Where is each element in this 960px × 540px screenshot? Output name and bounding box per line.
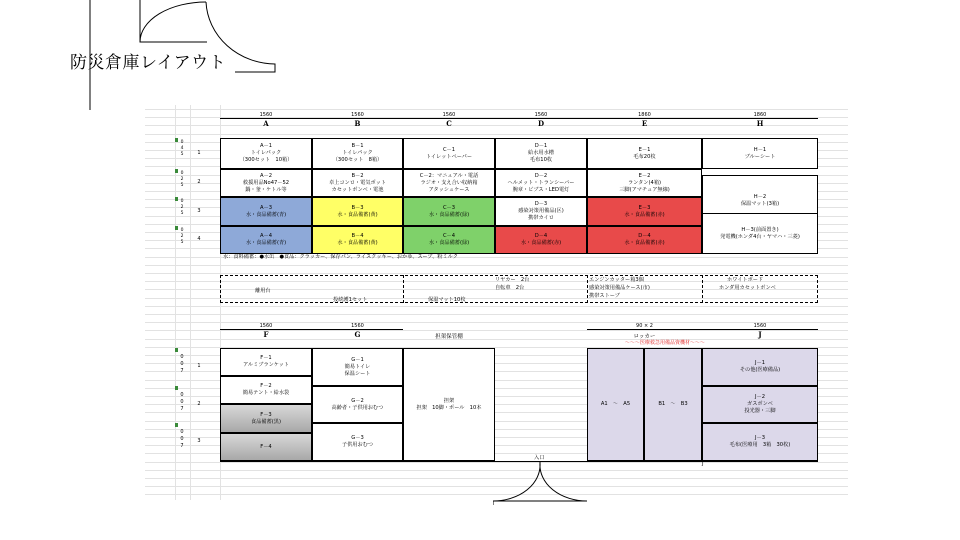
middle-item-4b: 自転車 2台 (495, 285, 525, 291)
cell-G1 (312, 348, 403, 386)
cell-D1 (495, 138, 587, 169)
cell-G3 (312, 423, 403, 461)
cell-J3 (702, 423, 818, 461)
top-row-number: 3 (197, 207, 201, 214)
cell-H2-line: 保温マット(3箱) (740, 200, 780, 207)
cell-D4-line: D－4 (534, 233, 548, 239)
bottom-row-number: 2 (197, 400, 201, 407)
cell-E2 (587, 169, 702, 197)
grid-line (175, 105, 176, 500)
cell-E1 (587, 138, 702, 169)
cell-A3-line: 水・食品備蓄(青) (245, 211, 287, 218)
cell-F1-line: アルミブランケット (242, 362, 290, 368)
cell-E3 (587, 197, 702, 226)
header-rule (587, 118, 702, 119)
cell-J2-line: J－2 (754, 394, 766, 400)
bottom-column-header: G (354, 330, 361, 339)
cell-H3-line: H－3(前面置き) (741, 226, 779, 233)
bottom-width-label: 1560 (753, 323, 767, 329)
cell-A2 (220, 169, 312, 197)
bottom-width-label: 1560 (259, 323, 273, 329)
cell-E2-line: 三脚(アマチュア無線) (619, 186, 670, 193)
cell-locker-a (587, 348, 644, 461)
header-rule (587, 329, 702, 330)
cell-B2-line: B－2 (351, 172, 364, 179)
cell-J3-line: J－3 (754, 435, 766, 441)
top-row-number: 4 (197, 236, 201, 242)
cell-J1-line: その他(医療備品) (739, 367, 781, 373)
cell-J3-line: 毛布(医療用 3箱 30枚) (729, 442, 791, 448)
cell-F4-line: F－4 (260, 443, 272, 450)
layout-sheet (145, 105, 848, 500)
cell-E2-line: E－2 (638, 172, 651, 179)
top-column-C: C (446, 119, 452, 128)
cell-B2-line: カセットボンベ・電池 (331, 186, 384, 193)
cell-G2-line: G－2 (351, 397, 364, 404)
cell-F4 (220, 433, 312, 461)
row-marker (175, 423, 178, 427)
cell-G2 (312, 386, 403, 423)
top-width-label: 1860 (638, 112, 651, 118)
cell-H1-line: ブルーシート (744, 153, 776, 160)
grid-line (190, 105, 191, 500)
cell-B1-line: B－1 (351, 143, 364, 149)
cell-B3-line: 水・食品備蓄(黄) (337, 211, 378, 218)
cell-E1-line: 毛布20枚 (633, 153, 656, 160)
cell-G1-line: G－1 (351, 356, 364, 363)
cell-A1-line: トイレパック (250, 150, 282, 156)
cell-A3-line: A－3 (259, 204, 273, 211)
cell-C3-line: C－3 (442, 204, 456, 211)
header-rule (702, 118, 818, 119)
top-row-number: 2 (197, 179, 201, 185)
cell-H3 (702, 213, 818, 254)
cell-A1-line: A－1 (259, 143, 273, 149)
cell-F2-line: 簡易テント・給水袋 (242, 390, 290, 396)
header-rule (495, 118, 587, 119)
cell-E3-line: E－3 (638, 204, 651, 211)
middle-item-5c: 携帯ストーブ (589, 293, 620, 299)
top-column-D: D (537, 119, 545, 128)
grid-line (145, 273, 848, 274)
locker-note: ～～～医療救急用備品資機材～～～ (625, 340, 706, 346)
cell-C1 (403, 138, 495, 169)
cell-B4-line: B－4 (351, 233, 364, 239)
cell-H3-line: 発電機(ホンダ4台・ヤマハ・三菱) (720, 233, 800, 240)
top-row-code: 0 2 5 (180, 228, 184, 245)
cell-D3-line: 感染対策用備品(区) (518, 208, 564, 214)
cell-G3-line: 子供用おむつ (341, 442, 374, 448)
middle-divider-3 (702, 275, 703, 303)
cell-F3-line: F－3 (260, 411, 272, 418)
top-row-code: 0 2 5 (180, 199, 184, 216)
bottom-row-code: 0 0 7 (180, 392, 184, 412)
row-marker (175, 197, 178, 201)
cell-B3 (312, 197, 403, 226)
cell-E4-line: 水・食品備蓄(赤) (624, 240, 665, 246)
header-rule (220, 118, 312, 119)
row-marker (175, 386, 178, 390)
cell-C4-line: 水・食品備蓄(緑) (428, 240, 470, 246)
cell-C4 (403, 226, 495, 254)
bottom-row-code: 0 0 7 (180, 429, 184, 449)
cell-stretcher-line: 担架 (443, 397, 455, 404)
cell-B3-line: B－3 (351, 204, 364, 211)
cell-G1-line: 簡易トイレ (344, 363, 371, 370)
cell-A4 (220, 226, 312, 254)
cell-J2 (702, 386, 818, 423)
cell-A3 (220, 197, 312, 226)
bottom-row-number: 3 (197, 438, 201, 444)
cell-G2-line: 高齢者・子供用おむつ (331, 404, 384, 411)
grid-line (145, 265, 848, 266)
bottom-column-header: 担架保管棚 (435, 334, 463, 340)
grid-line (145, 109, 848, 110)
cell-locker-a-line: A1 ～ A5 (600, 401, 631, 407)
cell-stretcher-line: 担架 10脚・ポール 10本 (416, 404, 482, 411)
cell-C2-line: アタッシュケース (428, 186, 470, 193)
header-rule (312, 118, 403, 119)
top-column-A: A (263, 119, 269, 128)
cell-D1-line: 給水用水槽 (528, 150, 554, 156)
cell-C2-line: ラジオ・支え合い収納箱 (420, 179, 478, 186)
cell-C4-line: C－4 (442, 233, 456, 239)
bottom-column-header: J (758, 330, 762, 339)
middle-item-3: 保温マット10枚 (428, 297, 466, 303)
entrance-label: 入口 (534, 455, 545, 461)
cell-F2 (220, 376, 312, 404)
top-row-code: 0 2 5 (180, 171, 184, 188)
row-marker (175, 169, 178, 173)
cell-A4-line: A－4 (259, 233, 273, 239)
cell-E4-line: D－4 (638, 233, 651, 239)
cell-D2-line: 腕章・ビブス・LED電灯 (512, 186, 570, 193)
bottom-width-label: 1560 (351, 323, 364, 329)
cell-D1-line: D－1 (534, 143, 548, 149)
cell-D4 (495, 226, 587, 254)
cell-A4-line: 水・食品備蓄(青) (245, 240, 287, 246)
cell-E4 (587, 226, 702, 254)
row-marker (175, 348, 178, 352)
cell-D3 (495, 197, 587, 226)
top-width-label: 1860 (753, 112, 767, 118)
cell-locker-b-line: B1 ～ B3 (658, 401, 688, 407)
cell-G3-line: G－3 (351, 435, 364, 441)
cell-J1-line: J－1 (754, 360, 766, 366)
middle-item-4a: リヤカー 2台 (495, 277, 530, 283)
bottom-row-code: 0 0 7 (180, 354, 184, 374)
top-row-number: 1 (197, 149, 201, 156)
cell-J2-line: ガスボンベ (747, 401, 773, 407)
middle-divider-2 (587, 275, 588, 303)
cell-C1-line: C－1 (442, 146, 456, 153)
cell-D2-line: ヘルメット・トランシーバー (507, 179, 575, 186)
cell-H1-line: H－1 (753, 146, 767, 153)
cell-B2 (312, 169, 403, 197)
grid-line (145, 306, 848, 307)
cell-J2-line: 投光器・三脚 (744, 408, 776, 414)
entrance-door-icon (493, 461, 587, 505)
cell-E3-line: 水・食品備蓄(赤) (624, 211, 665, 218)
top-width-label: 1560 (442, 112, 456, 118)
cell-F3-line: 食品備蓄(黒) (251, 418, 281, 425)
top-column-H: H (756, 119, 764, 128)
top-column-B: B (354, 119, 361, 128)
cell-B4-line: 水・食品備蓄(黄) (337, 240, 378, 246)
cell-D2-line: D－2 (534, 172, 548, 179)
bottom-row-number: 1 (197, 363, 201, 369)
middle-item-6b: ホンダ用カセットボンベ (719, 285, 776, 291)
row-marker (175, 138, 178, 142)
cell-A2-line: 鍋・釜・ケトル等 (245, 186, 287, 193)
food-note: 水：食料備蓄：●水缶 ●食品：クラッカー、保存パン、ライスクッキー、おかゆ、スープ、粉ミルク (223, 254, 458, 260)
cell-D2 (495, 169, 587, 197)
bottom-column-header: F (263, 330, 269, 339)
middle-item-2: 投続護1セット (333, 297, 368, 303)
header-rule (403, 118, 495, 119)
bottom-column-header: ロッカー (633, 334, 656, 340)
cell-A2-line: 救援用品No47－52 (242, 179, 290, 186)
cell-C2-line: C－2：マニュアル・電話 (419, 172, 479, 179)
cell-stretcher (403, 348, 495, 461)
cell-D3-line: 携帯カイロ (528, 215, 554, 221)
cell-C1-line: トイレットペーパー (425, 153, 473, 160)
cell-G1-line: 保温シート (344, 370, 371, 377)
cell-A1 (220, 138, 312, 169)
cell-B2-line: 卓上コンロ・電気ポット (328, 179, 387, 186)
middle-divider-1 (403, 275, 404, 303)
cell-J1 (702, 348, 818, 386)
top-width-label: 1560 (259, 112, 273, 118)
row-marker (175, 226, 178, 230)
cell-A2-line: A－2 (259, 172, 273, 179)
middle-item-1: 離用台 (255, 288, 271, 294)
top-width-label: 1560 (534, 112, 548, 118)
cell-C2 (403, 169, 495, 197)
cell-A1-line: （300セット 10箱） (239, 157, 293, 163)
cell-C3 (403, 197, 495, 226)
cell-F1-line: F－1 (260, 355, 272, 361)
cell-D3-line: D－3 (534, 201, 548, 207)
cell-F3 (220, 404, 312, 433)
page-title: 防災倉庫レイアウト (70, 53, 227, 73)
cell-H2-line: H－2 (753, 193, 767, 200)
cell-locker-b (644, 348, 702, 461)
grid-line (145, 314, 848, 315)
top-width-label: 1560 (351, 112, 364, 118)
cell-B1-line: トイレパック (342, 150, 373, 156)
grid-line (145, 134, 848, 135)
cell-C3-line: 水・食品備蓄(緑) (428, 211, 470, 218)
cell-E1-line: E－1 (638, 146, 651, 153)
middle-item-5a: エンジンカッター箱3個 (589, 277, 644, 283)
j-mark: J (702, 461, 704, 467)
middle-item-6a: ホワイトボード (727, 277, 764, 283)
top-row-code: 0 4 5 (180, 140, 184, 157)
cell-B1 (312, 138, 403, 169)
cell-F1 (220, 348, 312, 376)
cell-F2-line: F－2 (260, 383, 272, 389)
top-column-E: E (641, 119, 648, 128)
cell-D1-line: 毛布10枚 (529, 157, 553, 163)
cell-B1-line: （300セット 8箱） (332, 157, 383, 163)
cell-H1 (702, 138, 818, 169)
cell-E2-line: ランタン(4箱) (627, 179, 662, 186)
cell-D4-line: 水・食品備蓄(赤) (520, 240, 562, 246)
cell-B4 (312, 226, 403, 254)
bottom-width-label: 90 × 2 (636, 323, 653, 329)
middle-item-5b: 感染対策用備品ケース(市) (589, 285, 650, 291)
